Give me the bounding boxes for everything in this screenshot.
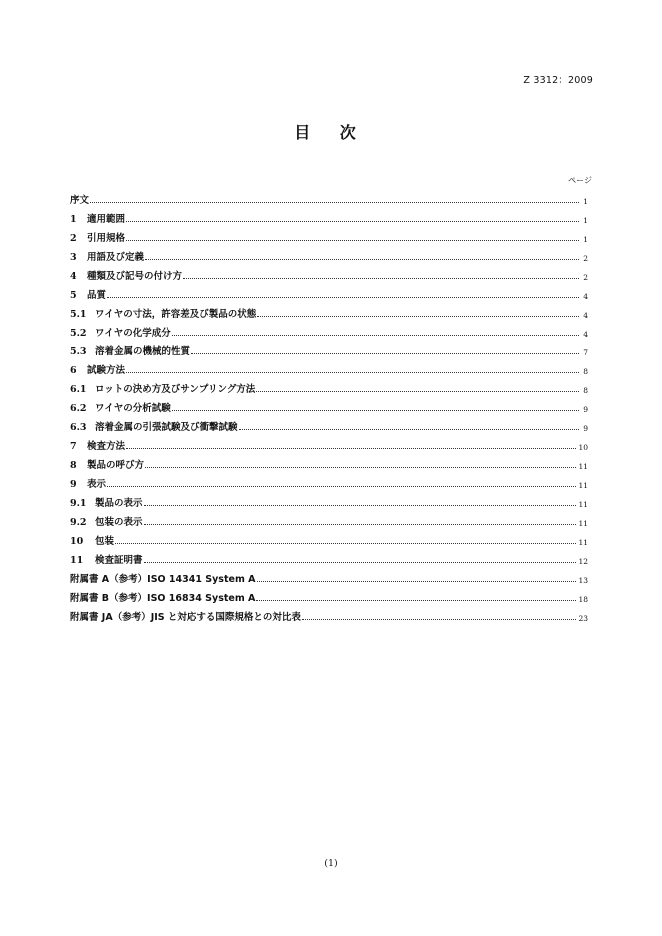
toc-entry-title: 包装の表示 <box>95 516 143 528</box>
toc-entry-title: ワイヤの寸法，許容差及び製品の状態 <box>95 308 257 320</box>
toc-entry[interactable] <box>70 282 588 301</box>
toc-entry-title: 種類及び記号の付け方 <box>87 270 183 282</box>
dot-leader <box>90 202 579 203</box>
dot-leader <box>126 448 576 449</box>
toc-entry-page: 2 <box>583 272 588 282</box>
toc-entry-page: 12 <box>578 556 588 566</box>
dot-leader <box>144 562 577 563</box>
toc-entry[interactable] <box>70 301 588 320</box>
table-of-contents <box>70 187 588 623</box>
toc-entry[interactable] <box>70 339 588 358</box>
dot-leader <box>144 505 577 506</box>
toc-entry-number: 5 <box>70 289 77 301</box>
dot-leader <box>256 391 579 392</box>
dot-leader <box>145 467 576 468</box>
page-column-label: ページ <box>568 176 592 185</box>
toc-entry-number: 5.3 <box>70 346 87 358</box>
toc-entry-number: 9.1 <box>70 497 87 509</box>
toc-entry-page: 2 <box>583 253 588 263</box>
page-title: 目 次 <box>294 123 368 142</box>
toc-entry-number: 4 <box>70 270 77 282</box>
toc-entry-number: 5.1 <box>70 308 87 320</box>
toc-entry[interactable] <box>70 206 588 225</box>
toc-entry-page: 11 <box>578 537 588 547</box>
toc-entry-title: ロットの決め方及びサンプリング方法 <box>95 384 256 396</box>
toc-entry-number: 9.2 <box>70 516 87 528</box>
toc-entry-number: 9 <box>70 479 77 490</box>
toc-entry[interactable] <box>70 452 588 471</box>
toc-entry[interactable] <box>70 490 588 509</box>
dot-leader <box>107 297 579 298</box>
toc-entry[interactable] <box>70 320 588 339</box>
dot-leader <box>257 316 579 317</box>
toc-entry[interactable] <box>70 187 588 206</box>
toc-entry-title: 包装 <box>95 535 115 547</box>
toc-entry-title: 溶着金属の引張試験及び衝撃試験 <box>95 422 238 434</box>
toc-entry-number: 5.2 <box>70 327 87 339</box>
dot-leader <box>107 486 576 487</box>
toc-entry-page: 11 <box>578 462 588 472</box>
toc-entry-title: 溶着金属の機械的性質 <box>95 346 191 358</box>
toc-entry-number: 7 <box>70 441 77 453</box>
dot-leader <box>145 259 579 260</box>
toc-entry-title: 序文 <box>70 194 90 206</box>
toc-entry-page: 1 <box>583 234 588 244</box>
toc-entry[interactable] <box>70 566 588 585</box>
dot-leader <box>191 353 579 354</box>
dot-leader <box>126 240 579 241</box>
toc-entry[interactable] <box>70 357 588 376</box>
dot-leader <box>126 372 579 373</box>
toc-entry-title: 製品の呼び方 <box>87 460 145 472</box>
toc-entry[interactable] <box>70 433 588 452</box>
toc-entry-title: 用語及び定義 <box>87 251 145 263</box>
dot-leader <box>302 619 577 620</box>
toc-entry[interactable] <box>70 263 588 282</box>
toc-entry[interactable] <box>70 244 588 263</box>
dot-leader <box>183 278 579 279</box>
toc-entry-page: 8 <box>583 367 588 377</box>
toc-entry-number: 6 <box>70 365 77 377</box>
toc-entry-number: 6.3 <box>70 422 87 434</box>
footer-page-number: (1) <box>324 858 338 869</box>
toc-entry-number: 11 <box>70 554 84 566</box>
dot-leader <box>115 543 576 544</box>
toc-entry-page: 9 <box>583 424 588 434</box>
toc-entry-page: 9 <box>583 405 588 415</box>
toc-entry-number: 1 <box>70 213 77 225</box>
toc-entry-title: 附属書 B（参考）ISO 16834 System A <box>70 592 256 604</box>
dot-leader <box>257 581 577 582</box>
toc-entry[interactable] <box>70 509 588 528</box>
toc-entry-page: 11 <box>578 481 588 490</box>
toc-entry[interactable] <box>70 414 588 433</box>
toc-entry-title: ワイヤの化学成分 <box>95 327 171 339</box>
toc-entry-page: 1 <box>583 196 588 206</box>
toc-entry[interactable] <box>70 547 588 566</box>
toc-entry-title: 附属書 A（参考）ISO 14341 System A <box>70 573 256 585</box>
toc-entry-page: 13 <box>578 575 588 585</box>
toc-entry-title: 附属書 JA（参考）JIS と対応する国際規格との対比表 <box>70 611 301 623</box>
toc-entry-title: 製品の表示 <box>95 497 143 509</box>
toc-entry[interactable] <box>70 376 588 395</box>
toc-entry-page: 4 <box>583 291 588 301</box>
toc-entry-page: 7 <box>583 348 588 358</box>
toc-entry-page: 11 <box>578 499 588 509</box>
toc-entry-title: 検査方法 <box>87 441 126 453</box>
dot-leader <box>172 335 579 336</box>
toc-entry-number: 6.2 <box>70 403 87 415</box>
toc-entry-page: 4 <box>583 329 588 339</box>
toc-entry[interactable] <box>70 585 588 604</box>
toc-entry-page: 1 <box>583 215 588 225</box>
toc-entry-page: 4 <box>583 310 588 320</box>
toc-entry-page: 18 <box>578 594 588 604</box>
toc-entry[interactable] <box>70 471 588 490</box>
toc-entry-title: 試験方法 <box>87 365 126 377</box>
toc-entry-page: 8 <box>583 386 588 396</box>
toc-entry-number: 8 <box>70 460 77 472</box>
toc-entry-title: 適用範囲 <box>87 213 126 225</box>
document-code: Z 3312：2009 <box>523 75 593 86</box>
toc-entry-number: 6.1 <box>70 384 87 396</box>
toc-entry[interactable] <box>70 395 588 414</box>
toc-entry[interactable] <box>70 604 588 623</box>
toc-entry-number: 10 <box>70 535 84 547</box>
toc-entry-title: 品質 <box>87 289 107 301</box>
toc-entry-title: 引用規格 <box>87 232 126 244</box>
dot-leader <box>172 410 579 411</box>
dot-leader <box>126 221 579 222</box>
toc-entry-title: 検査証明書 <box>95 554 143 566</box>
toc-entry-number: 2 <box>70 232 77 244</box>
dot-leader <box>256 600 576 601</box>
toc-entry[interactable] <box>70 528 588 547</box>
dot-leader <box>239 429 579 430</box>
toc-entry-number: 3 <box>70 251 77 263</box>
toc-entry-title: ワイヤの分析試験 <box>95 403 171 415</box>
toc-entry-page: 11 <box>578 518 588 528</box>
toc-entry-page: 10 <box>578 443 588 453</box>
toc-entry-title: 表示 <box>87 479 107 490</box>
toc-entry-page: 23 <box>578 613 588 623</box>
dot-leader <box>144 524 577 525</box>
toc-entry[interactable] <box>70 225 588 244</box>
